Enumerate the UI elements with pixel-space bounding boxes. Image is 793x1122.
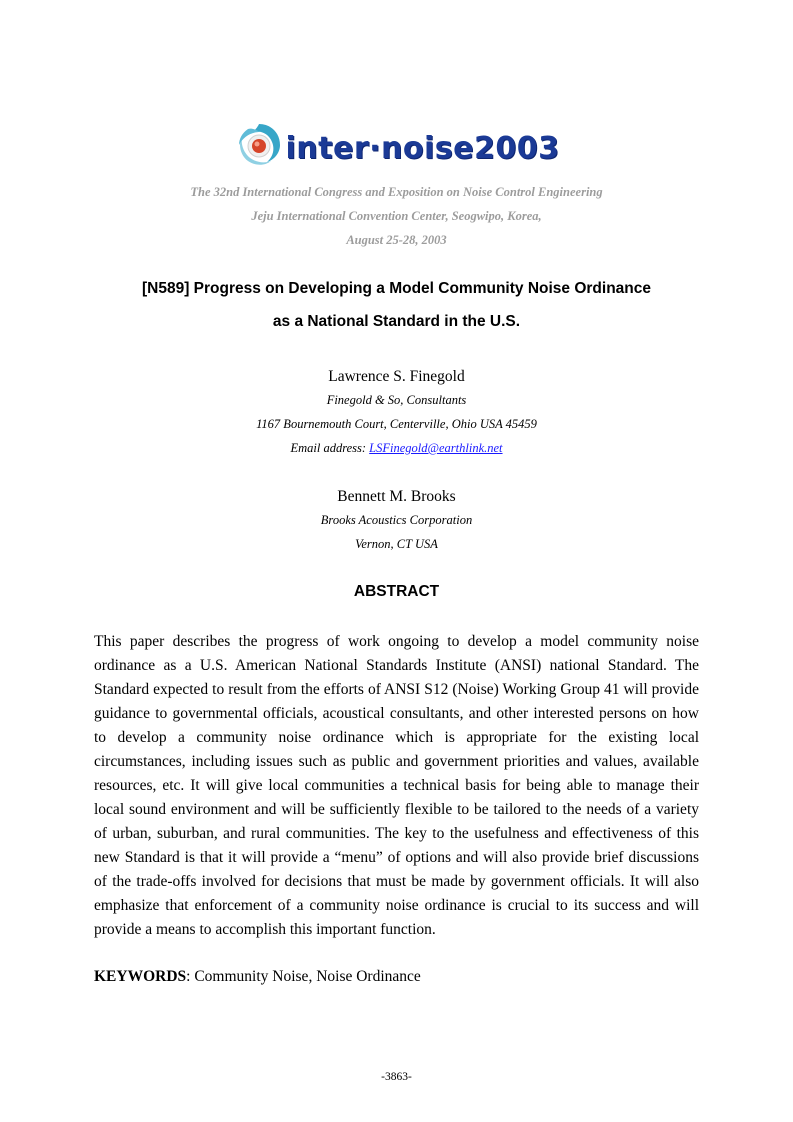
keywords-values: : Community Noise, Noise Ordinance bbox=[186, 968, 421, 985]
author-address: Vernon, CT USA bbox=[355, 537, 438, 551]
author-affiliation: Brooks Acoustics Corporation bbox=[320, 513, 473, 527]
conference-logo bbox=[0, 120, 793, 175]
email-label: Email address: bbox=[290, 441, 370, 455]
swirl-globe-logo-icon bbox=[234, 120, 284, 170]
author-address: 1167 Bournemouth Court, Centerville, Ohio USA 45459 bbox=[256, 417, 537, 431]
paper-title-line-2: as a National Standard in the U.S. bbox=[272, 313, 521, 330]
logo-text: inter·noise2003 bbox=[285, 130, 560, 166]
abstract-body: This paper describes the progress of work ongoing to develop a model community noise ordinance as a U.S. American National Standards Institute (ANSI) national Standard. The Standard expected to result from the efforts of ANSI S12 (Noise) Working Group 41 will provide guidance to governmental officials, acoustical consultants, and other interested persons on how to develop a community noise ordinance which is appropriate for the existing local circumstances, including issues such as public and government priorities and values, available resources, etc. It will give local communities a technical basis for being able to manage their local sound environment and will be sufficiently flexible to be tailored to the needs of a variety of urban, suburban, and rural communities. The key to the usefulness and effectiveness of this new Standard is that it will provide a “menu” of options and will also provide brief discussions of the trade-offs involved for decisions that must be made by government officials. It will also emphasize that enforcement of a community noise ordinance is crucial to its success and will provide a means to accomplish this important function. bbox=[94, 633, 699, 938]
keywords-line bbox=[94, 965, 699, 989]
conference-name: The 32nd International Congress and Exposition on Noise Control Engineering bbox=[190, 185, 603, 199]
email-link[interactable]: LSFinegold@earthlink.net bbox=[369, 441, 503, 455]
paper-title-line-1: [N589] Progress on Developing a Model Community Noise Ordinance bbox=[141, 280, 652, 297]
author-affiliation: Finegold & So, Consultants bbox=[326, 393, 467, 407]
conference-venue: Jeju International Convention Center, Seogwipo, Korea, bbox=[251, 209, 542, 223]
keywords-label: KEYWORDS bbox=[94, 968, 187, 985]
author-name: Bennett M. Brooks bbox=[337, 488, 456, 505]
page-number: -3863- bbox=[381, 1071, 412, 1083]
author-name: Lawrence S. Finegold bbox=[328, 368, 465, 385]
abstract-heading: ABSTRACT bbox=[353, 583, 440, 600]
conference-dates: August 25-28, 2003 bbox=[346, 233, 447, 247]
author-email-line bbox=[0, 441, 793, 456]
